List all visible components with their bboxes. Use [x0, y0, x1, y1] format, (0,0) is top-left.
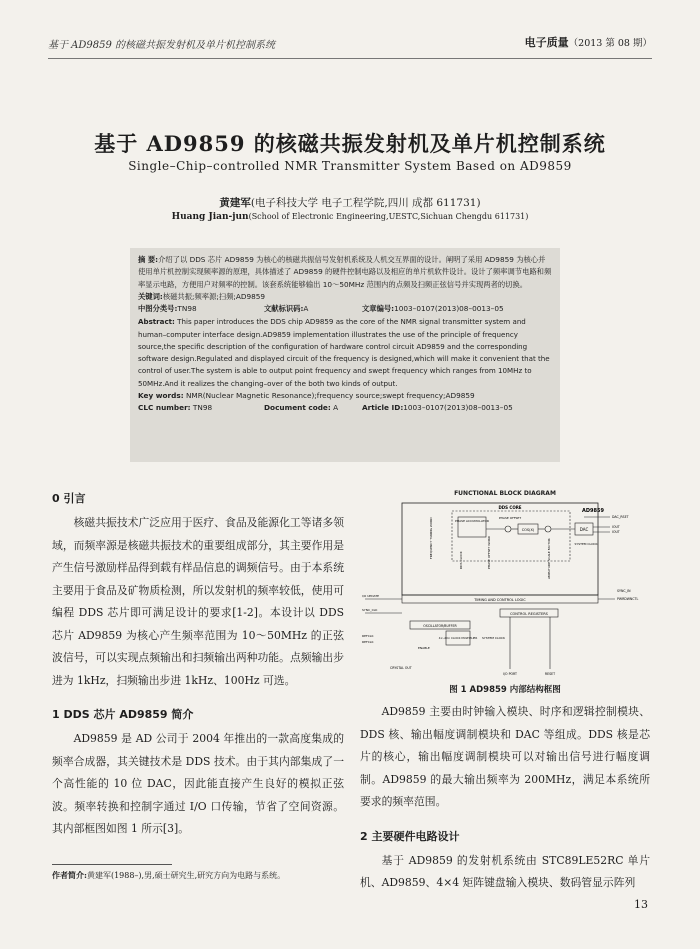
- abstract-en: Abstract: This paper introduces the DDS chip AD9859 as the core of the NMR signal transmitter system and human–computer interface design.AD9859 implementation illustrates the use of the principle of frequency source,the specific description of the configuration of hardware control circuit AD9859 and the corresponding software design.Regulated and displayed circuit of the frequency is designed,which will make it convenient that the control of user.The system is able to output point frequency and swept frequency which ranges from 10MHz to 50MHz.And it realizes the changing–over of the both two kinds of output.: [138, 317, 550, 388]
- page-number: 13: [634, 898, 648, 911]
- journal-issue: （2013 第 08 期）: [568, 38, 652, 49]
- iout-label: IOUT: [612, 525, 620, 529]
- dac-rset-label: DAC_RSET: [612, 515, 629, 519]
- classification-en: CLC number: TN98 Document code: A Article ID:1003–0107(2013)08–0013–05: [138, 403, 513, 412]
- block-diagram-svg: [360, 499, 650, 679]
- block-diagram: [360, 499, 650, 679]
- author-line-cn: [0, 195, 700, 210]
- io-port-label: I/O PORT: [503, 672, 517, 676]
- chip-label: AD9859: [582, 508, 604, 514]
- author-name-en: Huang Jian-jun: [171, 212, 249, 222]
- timing-label: TIMING AND CONTROL LOGIC: [474, 598, 526, 602]
- keywords-cn: 关键词:核磁共振;频率源;扫频;AD9859: [138, 291, 266, 301]
- crystal-out-label: CRYSTAL OUT: [390, 666, 412, 670]
- pwrdwn-label: PWRDWNCTL: [617, 597, 639, 601]
- refclk-label: REFCLK: [362, 634, 374, 638]
- sync-in-label: SYNC_IN: [617, 589, 631, 593]
- amp-scale-label: AMPLITUDE SCALE FACTOR: [547, 538, 551, 579]
- enable-label: ENABLE: [418, 646, 430, 650]
- freq-word-label: FREQUENCY TUNING WORD: [429, 517, 433, 559]
- author-affiliation-en: (School of Electronic Engineering,UESTC,Sichuan Chengdu 611731): [248, 212, 529, 221]
- section-1-text: AD9859 是 AD 公司于 2004 年推出的一款高度集成的频率合成器，其关键技术是 DDS 技术。由于其内部集成了一个高性能的 10 位 DAC，因此能直接产生良好的模拟正弦波。频率转换和控制字通过 I/O 口传输，节省了空间资源。其内部框图如图 1 所示[3]。: [52, 732, 344, 835]
- phase-offset-label: PHASE OFFSET: [498, 516, 522, 520]
- multiplier-symbol: [545, 526, 551, 532]
- author-affiliation-cn: (电子科技大学 电子工程学院,四川 成都 611731): [250, 197, 481, 209]
- running-header: [48, 32, 652, 59]
- author-line-en: [0, 212, 700, 222]
- dac-label: DAC: [579, 527, 589, 532]
- system-clock-right-label: SYSTEM CLOCK: [574, 542, 598, 546]
- io-update-label: I/O UPDATE: [362, 594, 380, 598]
- right-paragraph-1: AD9859 主要由时钟输入模块、时序和逻辑控制模块、DDS 核、输出幅度调制模块和 DAC 等组成。DDS 核是芯片的核心，输出幅度调制模块可以对输出信号进行幅度调制。AD9859 的最大输出频率为 200MHz，满足本系统所要求的频率范围。: [360, 705, 650, 808]
- system-clock-label: SYSTEM CLOCK: [482, 636, 505, 640]
- iout-bar-label: IOUT: [612, 530, 620, 534]
- classification-cn: 中图分类号:TN98 文献标识码:A 文章编号:1003–0107(2013)08–0013–05: [138, 304, 504, 314]
- refclk-bar-label: REFCLK: [362, 640, 374, 644]
- journal-name: 电子质量（2013 第 08 期）: [524, 36, 652, 49]
- dds-clock-label: DDS CLOCK: [459, 551, 463, 569]
- right-column: [360, 490, 650, 895]
- section-intro-title: 0 引言: [52, 492, 86, 505]
- control-registers-label: CONTROL REGISTERS: [510, 612, 548, 616]
- section-intro-text: 核磁共振技术广泛应用于医疗、食品及能源化工等诸多领域，而频率源是核磁共振技术的重要组成部分，其主要作用是产生信号激励样品得到载有样品信息的调频信号。由于本系统主要用于食品及矿物质检测，所以发射机的频率较低，使用可编程 DDS 芯片即可满足设计的要求[1-2]。本设计以 DDS 芯片 AD9859 为核心产生频率范围为 10～50MHz 的正弦波信号，可以实现点频输出和扫频输出两种功能。点频输出步进为 1kHz，扫频输出步进 1kHz、100Hz 可选。: [52, 516, 344, 687]
- running-header-title: 基于 AD9859 的核磁共振发射机及单片机控制系统: [48, 40, 276, 51]
- footnote-divider: [52, 864, 172, 865]
- reset-label: RESET: [544, 672, 556, 676]
- phase-accumulator-label: PHASE ACCUMULATOR: [455, 519, 489, 523]
- keywords-en: Key words: NMR(Nuclear Magnetic Resonance);frequency source;swept frequency;AD9859: [138, 390, 475, 400]
- cos-label: COS(X): [521, 528, 535, 532]
- adder-symbol: [505, 526, 511, 532]
- section-1-title: 1 DDS 芯片 AD9859 简介: [52, 708, 194, 721]
- abstract-box: [130, 248, 560, 462]
- paper-title-en: Single–Chip–controlled NMR Transmitter System Based on AD9859: [128, 159, 572, 173]
- dds-core-label: DDS CORE: [498, 505, 522, 510]
- paper-title-cn: 基于 AD9859 的核磁共振发射机及单片机控制系统: [94, 131, 606, 156]
- author-footnote: 作者简介:黄建军(1988–),男,硕士研究生,研究方向为电路与系统。: [52, 870, 286, 880]
- section-2-text: 基于 AD9859 的发射机系统由 STC89LE52RC 单片机、AD9859、4×4 矩阵键盘输入模块、数码管显示阵列: [360, 853, 650, 889]
- left-column: [52, 490, 344, 841]
- abstract-cn: 摘 要:介绍了以 DDS 芯片 AD9859 为核心的核磁共振信号发射机系统及人机交互界面的设计。阐明了采用 AD9859 为核心并使用单片机控制实现频率源的原理，具体描述了 AD9859 的硬件控制电路以及相应的单片机软件设计。设计了频率调节电路和频率显示电路，方便用户对频率的控制。该套系统能够输出 10～50MHz 范围内的点频及扫频正弦信号并实现两者的切换。: [138, 255, 552, 289]
- phase-word-label: PHASE OFFSET WORD: [487, 536, 491, 569]
- figure-title: FUNCTIONAL BLOCK DIAGRAM: [454, 490, 556, 497]
- oscillator-label: OSCILLATOR/BUFFER: [423, 624, 457, 628]
- author-name-cn: 黄建军: [219, 197, 251, 209]
- figure-caption: 图 1 AD9859 内部结构框图: [449, 685, 561, 695]
- sync-clk-label: SYNC_CLK: [362, 608, 378, 612]
- pll-label: 4×–20× CLOCK MULTIPLIER: [438, 636, 478, 640]
- section-2-title: 2 主要硬件电路设计: [360, 829, 460, 843]
